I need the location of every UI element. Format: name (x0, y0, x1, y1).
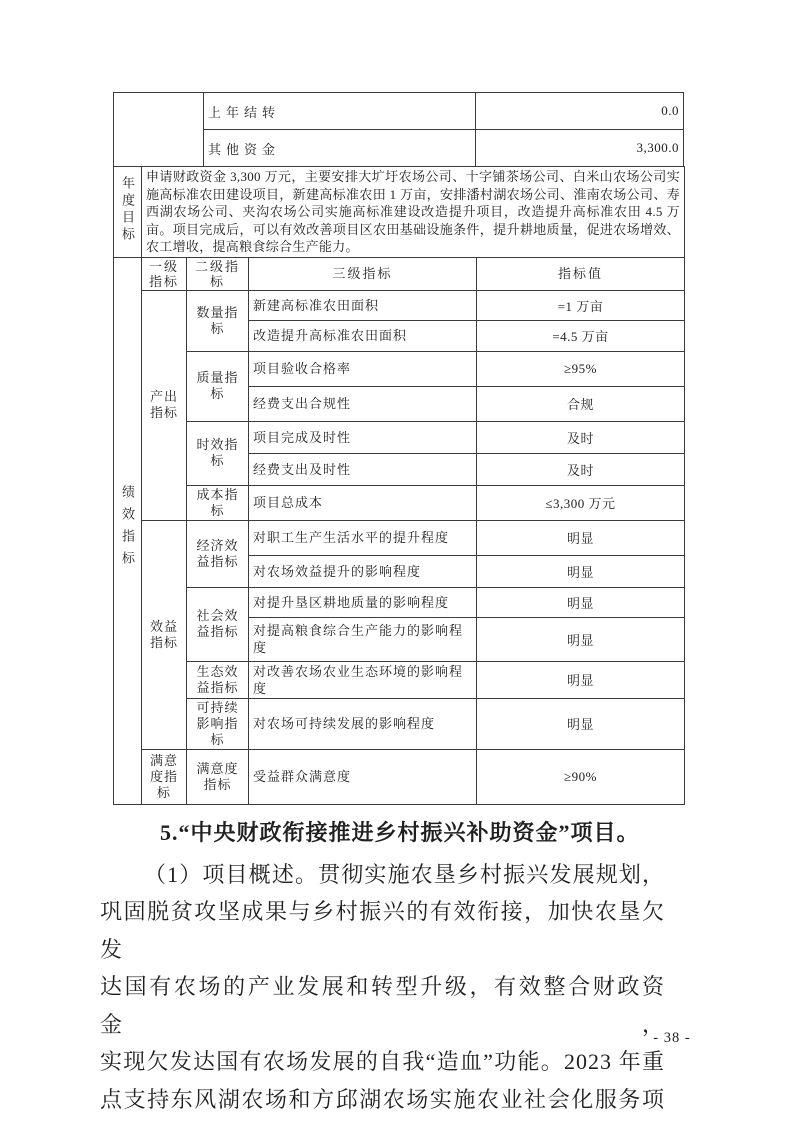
level2-quantity: 数量指标 (187, 290, 249, 351)
paragraph-line: 巩固脱贫攻坚成果与乡村振兴的有效衔接，加快农垦欠发 (100, 899, 665, 962)
indicator-cell: 对农场效益提升的影响程度 (249, 555, 477, 587)
level2-satisfaction: 满意度指标 (187, 749, 249, 804)
table-row (114, 661, 685, 698)
header-value: 指标值 (477, 257, 685, 290)
other-funds-label: 其他资金 (204, 130, 476, 167)
empty-cell (114, 93, 204, 167)
header-row (114, 257, 685, 290)
table-row (114, 351, 685, 386)
table-row (114, 485, 685, 520)
value-cell: 明显 (477, 661, 685, 698)
table-row (114, 749, 685, 804)
annual-goal-table (113, 166, 685, 258)
level2-social: 社会效益指标 (187, 587, 249, 661)
indicator-cell: 对改善农场农业生态环境的影响程度 (249, 661, 477, 698)
level2-sustainable: 可持续影响指标 (187, 698, 249, 749)
table-row (114, 167, 685, 258)
paragraph-line: （1）项目概述。贯彻实施农垦乡村振兴发展规划， (144, 861, 665, 887)
indicator-cell: 对提高粮食综合生产能力的影响程度 (249, 617, 477, 661)
table-row (114, 93, 684, 130)
level1-output: 产出指标 (142, 290, 187, 520)
value-cell: 合规 (477, 386, 685, 421)
header-level1: 一级指标 (142, 257, 187, 290)
other-funds-value: 3,300.0 (476, 130, 684, 167)
section-paragraph (100, 856, 665, 1119)
value-cell: =1 万亩 (477, 290, 685, 320)
value-cell: 明显 (477, 520, 685, 555)
indicator-cell: 项目完成及时性 (249, 421, 477, 453)
indicator-cell: 受益群众满意度 (249, 749, 477, 804)
page-number: - 38 - (653, 1030, 691, 1046)
indicator-cell: 改造提升高标准农田面积 (249, 320, 477, 351)
value-cell: ≤3,300 万元 (477, 485, 685, 520)
top-margin (0, 0, 794, 92)
indicator-cell: 对提升垦区耕地质量的影响程度 (249, 587, 477, 617)
value-cell: ≥95% (477, 351, 685, 386)
level2-quality: 质量指标 (187, 351, 249, 421)
annual-goal-label: 年度目标 (120, 175, 135, 244)
header-level3: 三级指标 (249, 257, 477, 290)
value-cell: ≥90% (477, 749, 685, 804)
indicator-cell: 经费支出及时性 (249, 453, 477, 485)
section-5 (100, 818, 665, 1119)
paragraph-line: 实现欠发达国有农场发展的自我“造血”功能。2023 年重 (100, 1049, 665, 1075)
performance-table (113, 257, 685, 805)
table-row (114, 587, 685, 617)
carryover-value: 0.0 (476, 93, 684, 130)
level1-satisfaction: 满意度指标 (142, 749, 187, 804)
indicator-cell: 对职工生产生活水平的提升程度 (249, 520, 477, 555)
paragraph-line: 点支持东风湖农场和方邱湖农场实施农业社会化服务项 (100, 1087, 665, 1113)
annual-goal-text: 申请财政资金 3,300 万元，主要安排大圹圩农场公司、十字铺茶场公司、白米山农场公司实施高标准农田建设项目，新建高标准农田 1 万亩，安排潘村湖农场公司、淮南农场公司、寿西湖农场公司、夹沟农场公司实施高标准建设改造提升项目，改造提升高标准农田 4.5 万亩。项目完成后，可以有效改善项目区农田基础设施条件，提升耕地质量，促进农场增效、农工增收，提高粮食综合生产能力。 (142, 167, 685, 258)
paragraph-line: 达国有农场的产业发展和转型升级，有效整合财政资金， (100, 974, 665, 1037)
value-cell: 明显 (477, 587, 685, 617)
level2-economic: 经济效益指标 (187, 520, 249, 587)
value-cell: 明显 (477, 555, 685, 587)
annual-goal-row-header (114, 167, 142, 258)
level2-cost: 成本指标 (187, 485, 249, 520)
carryover-label: 上年结转 (204, 93, 476, 130)
table-row (114, 290, 685, 320)
header-level2: 二级指标 (187, 257, 249, 290)
level2-ecological: 生态效益指标 (187, 661, 249, 698)
value-cell: 明显 (477, 617, 685, 661)
table-row (114, 421, 685, 453)
indicator-cell: 新建高标准农田面积 (249, 290, 477, 320)
level1-benefit: 效益指标 (142, 520, 187, 749)
indicator-cell: 项目总成本 (249, 485, 477, 520)
value-cell: 明显 (477, 698, 685, 749)
indicator-cell: 经费支出合规性 (249, 386, 477, 421)
indicator-cell: 对农场可持续发展的影响程度 (249, 698, 477, 749)
perf-row-header (114, 257, 142, 804)
funds-table (113, 92, 684, 167)
indicator-cell: 项目验收合格率 (249, 351, 477, 386)
perf-label: 绩效指标 (120, 484, 135, 573)
table-row (114, 698, 685, 749)
level2-timeliness: 时效指标 (187, 421, 249, 485)
table-row (114, 520, 685, 555)
value-cell: 及时 (477, 453, 685, 485)
value-cell: 及时 (477, 421, 685, 453)
value-cell: =4.5 万亩 (477, 320, 685, 351)
section-heading: 5.“中央财政衔接推进乡村振兴补助资金”项目。 (160, 819, 640, 845)
